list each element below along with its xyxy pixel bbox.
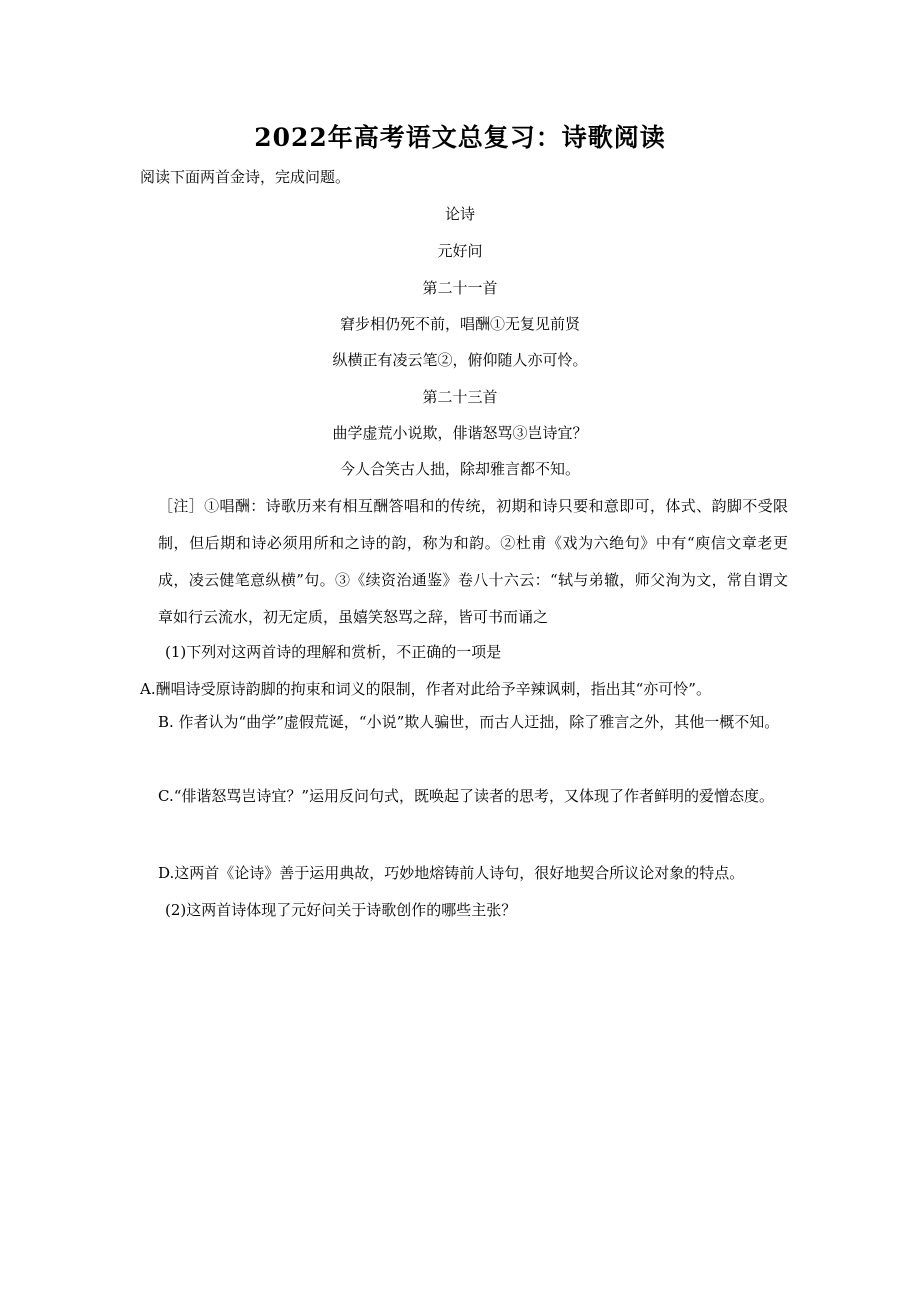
- option-a: A.酬唱诗受原诗韵脚的拘束和词义的限制，作者对此给予辛辣讽刺，指出其“亦可怜”。: [140, 680, 711, 698]
- poem-title: 论诗: [444, 205, 475, 223]
- poem-part1-line1: 窘步相仍死不前，唱酬①无复见前贤: [339, 315, 580, 333]
- page-title: 2022年高考语文总复习：诗歌阅读: [254, 123, 666, 152]
- poem-part2-heading: 第二十三首: [422, 388, 498, 406]
- annotation-note: ［注］①唱酬：诗歌历来有相互酬答唱和的传统，初期和诗只要和意即可，体式、韵脚不受限制，但后期和诗必须用所和之诗的韵，称为和韵。②杜甫《戏为六绝句》中有“庾信文章老更成，凌云健笔意纵横”句。③《续资治通鉴》卷八十六云：“轼与弟辙，师父洵为文，常自谓文章如行云流水，初无定质，虽嬉笑怒骂之辞，皆可书而诵之: [158, 497, 788, 626]
- poem-author: 元好问: [437, 242, 483, 260]
- option-d: D.这两首《论诗》善于运用典故，巧妙地熔铸前人诗句，很好地契合所议论对象的特点。: [158, 864, 745, 882]
- poem-part1-line2: 纵横正有凌云笔②，俯仰随人亦可怜。: [332, 351, 588, 369]
- poem-part1-heading: 第二十一首: [422, 279, 498, 297]
- question2-stem: (2)这两首诗体现了元好问关于诗歌创作的哪些主张？: [165, 901, 517, 919]
- poem-part2-line2: 今人合笑古人拙，除却雅言都不知。: [339, 460, 580, 478]
- option-b: B. 作者认为“曲学”虚假荒诞，“小说”欺人骗世，而古人迂拙，除了雅言之外，其他一概不知。: [158, 713, 780, 731]
- poem-part2-line1: 曲学虚荒小说欺，俳谐怒骂③岂诗宜？: [332, 424, 588, 442]
- intro-text: 阅读下面两首金诗，完成问题。: [140, 168, 351, 186]
- question1-stem: (1)下列对这两首诗的理解和赏析，不正确的一项是: [165, 643, 502, 661]
- option-c: C.“俳谐怒骂岂诗宜？”运用反问句式，既唤起了读者的思考，又体现了作者鲜明的爱憎态度。: [158, 787, 775, 805]
